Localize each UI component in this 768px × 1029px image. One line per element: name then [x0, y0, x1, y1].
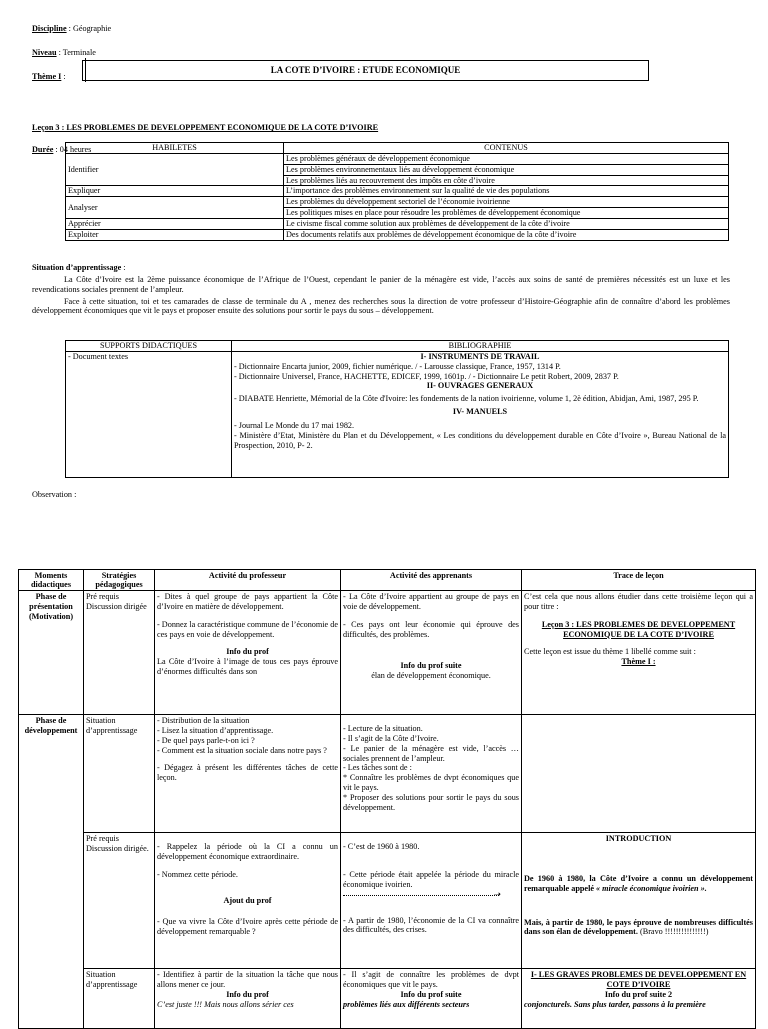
contenu-item: Des documents relatifs aux problèmes de développement économique de la côte d’ivoire — [284, 229, 729, 240]
supports-table — [65, 340, 729, 478]
contenu-item: L’importance des problèmes environnement sur la qualité de vie des populations — [284, 186, 729, 197]
col-strategies: Stratégies pédagogiques — [84, 570, 155, 591]
document-header — [32, 22, 732, 156]
strategie-cell: Situation d’apprentissage — [84, 969, 155, 1029]
prof-question: - Identifiez à partir de la situation la tâche que nous allons mener ce jour. — [157, 970, 338, 989]
situation-title: Situation d’apprentissage — [32, 263, 122, 272]
apprenant-answer: - A partir de 1980, l’économie de la CI va connaître des difficultés, des crises. — [343, 915, 519, 935]
duree-value: : 04 heures — [53, 145, 92, 154]
biblio-heading: IV- MANUELS — [452, 407, 508, 417]
info-prof-suite-title: Info du prof suite — [400, 989, 462, 999]
info-prof-suite-title: Info du prof suite — [400, 661, 462, 671]
apprenant-answer: - Il s’agit de connaître les problèmes de dvpt économiques que vit le pays. — [343, 970, 519, 989]
arrow-right-icon: ➝ — [343, 890, 519, 900]
prof-question: - Distribution de la situation — [157, 716, 250, 726]
prof-question: - Dites à quel groupe de pays appartient la Côte d’Ivoire en matière de développement. — [157, 592, 338, 611]
trace-cell — [522, 833, 756, 969]
prof-question: - Comment est la situation sociale dans notre pays ? — [157, 745, 327, 755]
habilete-expliquer: Expliquer — [66, 186, 284, 197]
apprenant-answer: - Cette période était appelée la période du miracle économique ivoirien. — [343, 869, 519, 889]
trace-cell — [522, 591, 756, 715]
theme-title-box — [82, 60, 649, 81]
habilete-exploiter: Exploiter — [66, 229, 284, 240]
prof-cell — [155, 591, 341, 715]
prof-cell — [155, 833, 341, 969]
contenu-item: Les problèmes environnementaux liés au développement économique — [284, 164, 729, 175]
situation-section: Situation d’apprentissage : La Côte d’Ivoire est la 2ème puissance économique de l’Afrique de l’Ouest, cependant le panier de la ménagère est vide, l’accès aux soins de santé de premières nécessités est un luxe et les revendications sociales prennent de l’ampleur. Face à cette situation, toi et tes camarades de classe de terminale du A , menez des recherches sous la direction de votre professeur d’Histoire-Géographie afin de connaître d’abord les problèmes développement économiques que vit le pays et proposer ensuite des solutions pour sortir le pays du sous – développement. — [32, 263, 730, 316]
contenu-item: Les politiques mises en place pour résoudre les problèmes de développement économique — [284, 208, 729, 219]
trace-text: conjoncturels. Sans plus tarder, passons à la première — [524, 999, 706, 1009]
habilete-identifier: Identifier — [66, 153, 284, 186]
observation-label: Observation : — [32, 490, 77, 499]
contenu-item: Les problèmes généraux de développement économique — [284, 153, 729, 164]
supports-item: - Document textes — [68, 351, 129, 361]
bibliographie-header: BIBLIOGRAPHIE — [232, 341, 729, 352]
strategie-cell: Pré requis Discussion dirigée. — [84, 833, 155, 969]
discipline-value: : Géographie — [66, 24, 112, 33]
trace-introduction-title: INTRODUCTION — [605, 834, 672, 844]
trace-theme-label: Thème I : — [621, 657, 656, 667]
contenus-header: CONTENUS — [284, 143, 729, 154]
apprenant-answer: - La Côte d’Ivoire appartient au groupe de pays en voie de développement. — [343, 592, 519, 611]
biblio-entry: - Dictionnaire Encarta junior, 2009, fichier numérique. / - Larousse classique, France, 1957, 1314 P. — [234, 361, 561, 371]
prof-question: - De quel pays parle-t-on ici ? — [157, 735, 255, 745]
trace-text: Cette leçon est issue du thème 1 libellé comme suit : — [524, 647, 696, 657]
apprenant-answer: - Le panier de la ménagère est vide, l’accès … sociales prennent de l’ampleur. — [343, 743, 519, 763]
apprenants-cell — [341, 591, 522, 715]
apprenants-cell — [341, 715, 522, 833]
info-prof-suite-text: élan de développement économique. — [371, 671, 491, 681]
discipline-label: Discipline — [32, 24, 67, 33]
contenu-item: Les problèmes liés au recouvrement des impôts en côte d’ivoire — [284, 175, 729, 186]
ajout-prof-title: Ajout du prof — [223, 895, 272, 905]
situation-paragraph-1: La Côte d’Ivoire est la 2ème puissance économique de l’Afrique de l’Ouest, cependant le panier de la ménagère est vide, l’accès aux soins de santé de premières nécessités est un luxe et les revendications sociales prennent de l’ampleur. — [32, 274, 730, 294]
apprenant-answer: * Proposer des solutions pour sortir le pays du sous développement. — [343, 792, 519, 812]
contenu-item: Le civisme fiscal comme solution aux problèmes de développement de la côte d’ivoire — [284, 218, 729, 229]
info-prof-suite-text: problèmes liés aux différents secteurs — [343, 999, 470, 1009]
apprenant-answer: - Ces pays ont leur économie qui éprouve des difficultés, des problèmes. — [343, 619, 519, 639]
prof-question: - Nommez cette période. — [157, 869, 238, 879]
info-prof-text: C’est juste !!! Mais nous allons sérier ces — [157, 999, 294, 1009]
theme-title: LA COTE D’IVOIRE : ETUDE ECONOMIQUE — [270, 65, 461, 75]
theme-line: Thème I : LA COTE D’IVOIRE : ETUDE ECONOMIQUE — [32, 70, 732, 94]
info-prof-text: La Côte d’Ivoire à l’image de tous ces pays éprouve d’énormes difficultés dans son — [157, 657, 338, 677]
niveau-value: : Terminale — [56, 48, 96, 57]
apprenant-answer: - Il s’agit de la Côte d’Ivoire. — [343, 733, 439, 743]
moment-developpement: Phase de développement — [19, 715, 84, 1029]
habilete-analyser: Analyser — [66, 197, 284, 219]
discipline-line — [32, 22, 732, 46]
info-prof-title: Info du prof — [226, 989, 269, 999]
prof-question: - Dégagez à présent les différentes tâches de cette leçon. — [157, 763, 338, 783]
supports-cell — [66, 351, 232, 477]
prof-question: - Rappelez la période où la CI a connu un développement économique extraordinaire. — [157, 842, 338, 861]
trace-lecon-title: Leçon 3 : LES PROBLEMES DE DEVELOPPEMENT ECONOMIQUE DE LA COTE D’IVOIRE — [541, 619, 736, 639]
trace-text: De 1960 à 1980, la Côte d’Ivoire a connu un développement remarquable appelé « miracle économique ivoirien ». — [524, 873, 753, 893]
habiletes-table — [65, 142, 729, 241]
prof-cell — [155, 969, 341, 1029]
trace-cell — [522, 715, 756, 833]
strategie-cell: Pré requis Discussion dirigée — [84, 591, 155, 715]
biblio-entry: - Ministère d’Etat, Ministère du Plan et du Développement, « Les conditions du développement durable en Côte d’Ivoire », Bureau National de la Prospection, 2010, P- 2. — [234, 430, 726, 450]
niveau-label: Niveau — [32, 48, 57, 57]
lecon-title: Leçon 3 : LES PROBLEMES DE DEVELOPPEMENT ECONOMIQUE DE LA COTE D’IVOIRE — [32, 123, 379, 132]
deroulement-table — [18, 569, 756, 1029]
situation-paragraph-2: Face à cette situation, toi et tes camarades de classe de terminale du A , menez des recherches sous la direction de votre professeur d’Histoire-Géographie afin de connaître d’abord les problèmes développement économiques que vit le pays et proposer ensuite des solutions pour sortir le pays du sous – développement. — [32, 296, 730, 316]
apprenant-answer: * Connaître les problèmes de dvpt économiques que vit le pays. — [343, 773, 519, 793]
biblio-entry: - Journal Le Monde du 17 mai 1982. — [234, 420, 355, 430]
moment-presentation: Phase de présentation (Motivation) — [19, 591, 84, 715]
bibliographie-cell — [232, 351, 729, 477]
supports-header: SUPPORTS DIDACTIQUES — [66, 341, 232, 352]
contenu-item: Les problèmes du développement sectoriel de l’économie ivoirienne — [284, 197, 729, 208]
col-activite-apprenants: Activité des apprenants — [341, 570, 522, 591]
info-prof-title: Info du prof — [226, 647, 269, 657]
trace-text: C’est cela que nous allons étudier dans cette troisième leçon qui a pour titre : — [524, 592, 753, 611]
prof-question: - Lisez la situation d’apprentissage. — [157, 725, 274, 735]
apprenant-answer: - Les tâches sont de : — [343, 763, 412, 773]
trace-section-title: I- LES GRAVES PROBLEMES DE DEVELOPPEMENT EN COTE D’IVOIRE — [530, 970, 747, 989]
theme-label: Thème I — [32, 72, 62, 81]
apprenants-cell — [341, 833, 522, 969]
duree-label: Durée — [32, 145, 54, 154]
col-moments: Moments didactiques — [19, 570, 84, 591]
apprenant-answer: - C’est de 1960 à 1980. — [343, 842, 420, 852]
biblio-entry: - Dictionnaire Universel, France, HACHETTE, EDICEF, 1999, 1601p. / - Dictionnaire Le petit Robert, 2009, 2837 P. — [234, 371, 619, 381]
biblio-entry: - DIABATE Henriette, Mémorial de la Côte d'Ivoire: les fondements de la nation ivoirienne, volume 1, 2è édition, Abidjan, Ami, 1987, 295 P. — [234, 394, 699, 404]
prof-question: - Donnez la caractéristique commune de l’économie de ces pays en voie de développement. — [157, 619, 338, 639]
prof-cell — [155, 715, 341, 833]
prof-question: - Que va vivre la Côte d’Ivoire après cette période de développement remarquable ? — [157, 917, 338, 937]
trace-cell — [522, 969, 756, 1029]
habiletes-header: HABILETES — [66, 143, 284, 154]
col-activite-prof: Activité du professeur — [155, 570, 341, 591]
info-prof-suite2-title: Info du prof suite 2 — [604, 989, 673, 999]
apprenant-answer: - Lecture de la situation. — [343, 724, 423, 734]
apprenants-cell — [341, 969, 522, 1029]
col-trace: Trace de leçon — [522, 570, 756, 591]
biblio-heading: I- INSTRUMENTS DE TRAVAIL — [420, 351, 540, 361]
habilete-apprecier: Apprécier — [66, 218, 284, 229]
strategie-cell: Situation d’apprentissage — [84, 715, 155, 833]
trace-text: Mais, à partir de 1980, le pays éprouve de nombreuses difficultés dans son élan de développement. (Bravo !!!!!!!!!!!!!!!) — [524, 917, 753, 937]
biblio-heading: II- OUVRAGES GENERAUX — [426, 381, 534, 391]
